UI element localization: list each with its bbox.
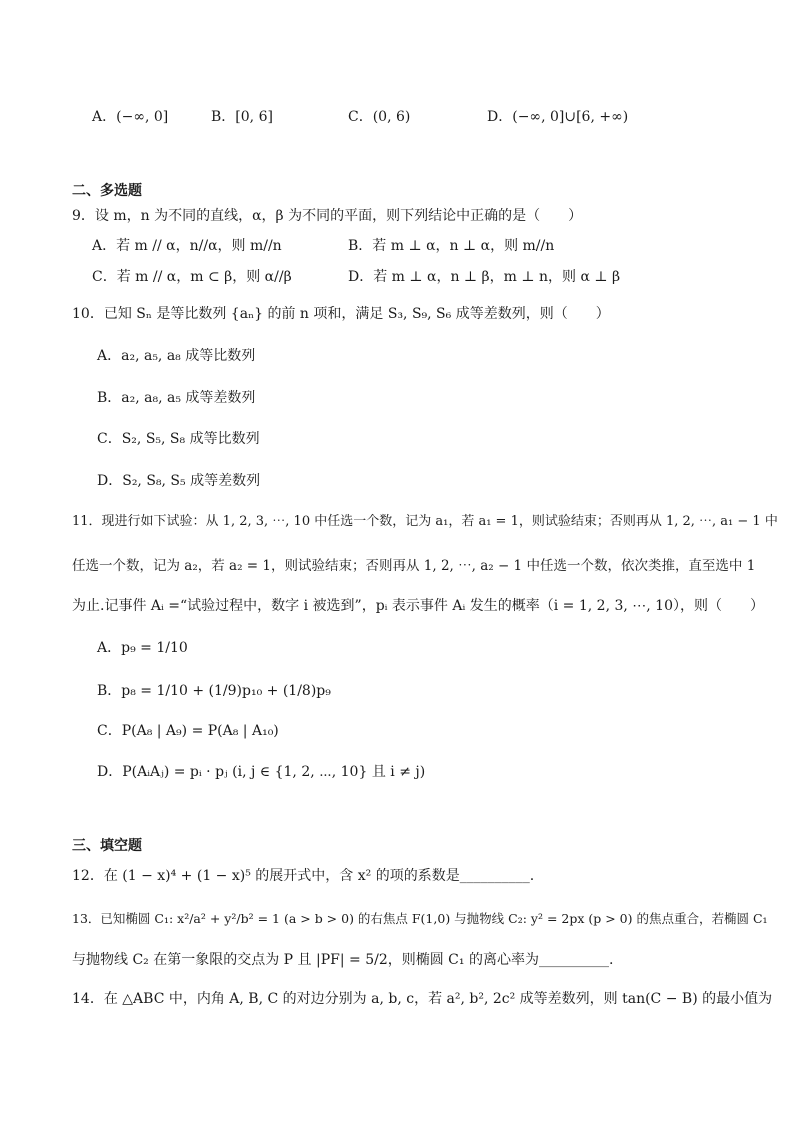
q10-stem: 10．已知 Sₙ 是等比数列 {aₙ} 的前 n 项和，满足 S₃, S₉, S₆ 成等差数列，则（ ） [72, 306, 610, 322]
section-title-multiple-choice: 二、多选题 [72, 183, 142, 199]
q11-line-3: 为止.记事件 Aᵢ =“试验过程中，数字 i 被选到”，pᵢ 表示事件 Aᵢ 发生的概率（i = 1, 2, 3, ⋯, 10），则（ ） [72, 598, 764, 614]
q10-option-c: C．S₂, S₅, S₈ 成等比数列 [97, 431, 260, 447]
q9-option-d: D．若 m ⊥ α，n ⊥ β，m ⊥ n，则 α ⊥ β [348, 269, 621, 285]
q9-option-b: B．若 m ⊥ α，n ⊥ α，则 m//n [348, 238, 555, 254]
q13-line-2: 与抛物线 C₂ 在第一象限的交点为 P 且 |PF| = 5/2，则椭圆 C₁ 的离心率为__________. [72, 952, 614, 968]
q10-option-a: A．a₂, a₅, a₈ 成等比数列 [97, 348, 256, 364]
q8-option-d: D．(−∞, 0]∪[6, +∞) [487, 109, 629, 125]
q13-line-1: 13．已知椭圆 C₁: x²/a² + y²/b² = 1 (a > b > 0) 的右焦点 F(1,0) 与抛物线 C₂: y² = 2px (p > 0) 的焦点重合，若椭圆 C₁ [72, 911, 768, 926]
q11-line-2: 任选一个数，记为 a₂，若 a₂ = 1，则试验结束；否则再从 1, 2, ⋯, a₂ − 1 中任选一个数，依次类推，直至选中 1 [72, 558, 756, 574]
q10-option-b: B．a₂, a₈, a₅ 成等差数列 [97, 390, 256, 406]
q8-option-c: C．(0, 6) [348, 109, 411, 125]
q8-option-b: B．[0, 6] [211, 109, 273, 125]
q11-option-d: D．P(AᵢAⱼ) = pᵢ · pⱼ (i, j ∈ {1, 2, ⋯, 10} 且 i ≠ j) [97, 764, 426, 780]
section-title-fill-in: 三、填空题 [72, 838, 142, 854]
q9-stem: 9．设 m，n 为不同的直线，α，β 为不同的平面，则下列结论中正确的是（ ） [72, 208, 583, 224]
q10-option-d: D．S₂, S₈, S₅ 成等差数列 [97, 473, 261, 489]
q11-line-1: 11．现进行如下试验：从 1, 2, 3, ⋯, 10 中任选一个数，记为 a₁，若 a₁ = 1，则试验结束；否则再从 1, 2, ⋯, a₁ − 1 中 [72, 514, 778, 529]
q9-option-a: A．若 m // α，n//α，则 m//n [92, 238, 282, 254]
q9-option-c: C．若 m // α，m ⊂ β，则 α//β [92, 269, 292, 285]
q11-option-c: C．P(A₈ | A₉) = P(A₈ | A₁₀) [97, 723, 279, 739]
q11-option-b: B．p₈ = 1/10 + (1/9)p₁₀ + (1/8)p₉ [97, 683, 331, 699]
q14-text: 14．在 △ABC 中，内角 A, B, C 的对边分别为 a, b, c，若 a², b², 2c² 成等差数列，则 tan(C − B) 的最小值为 [72, 991, 773, 1007]
q12-text: 12．在 (1 − x)⁴ + (1 − x)⁵ 的展开式中，含 x² 的项的系数是__________. [72, 868, 535, 884]
q8-option-a: A．(−∞, 0] [92, 109, 169, 125]
q11-option-a: A．p₉ = 1/10 [97, 640, 188, 656]
